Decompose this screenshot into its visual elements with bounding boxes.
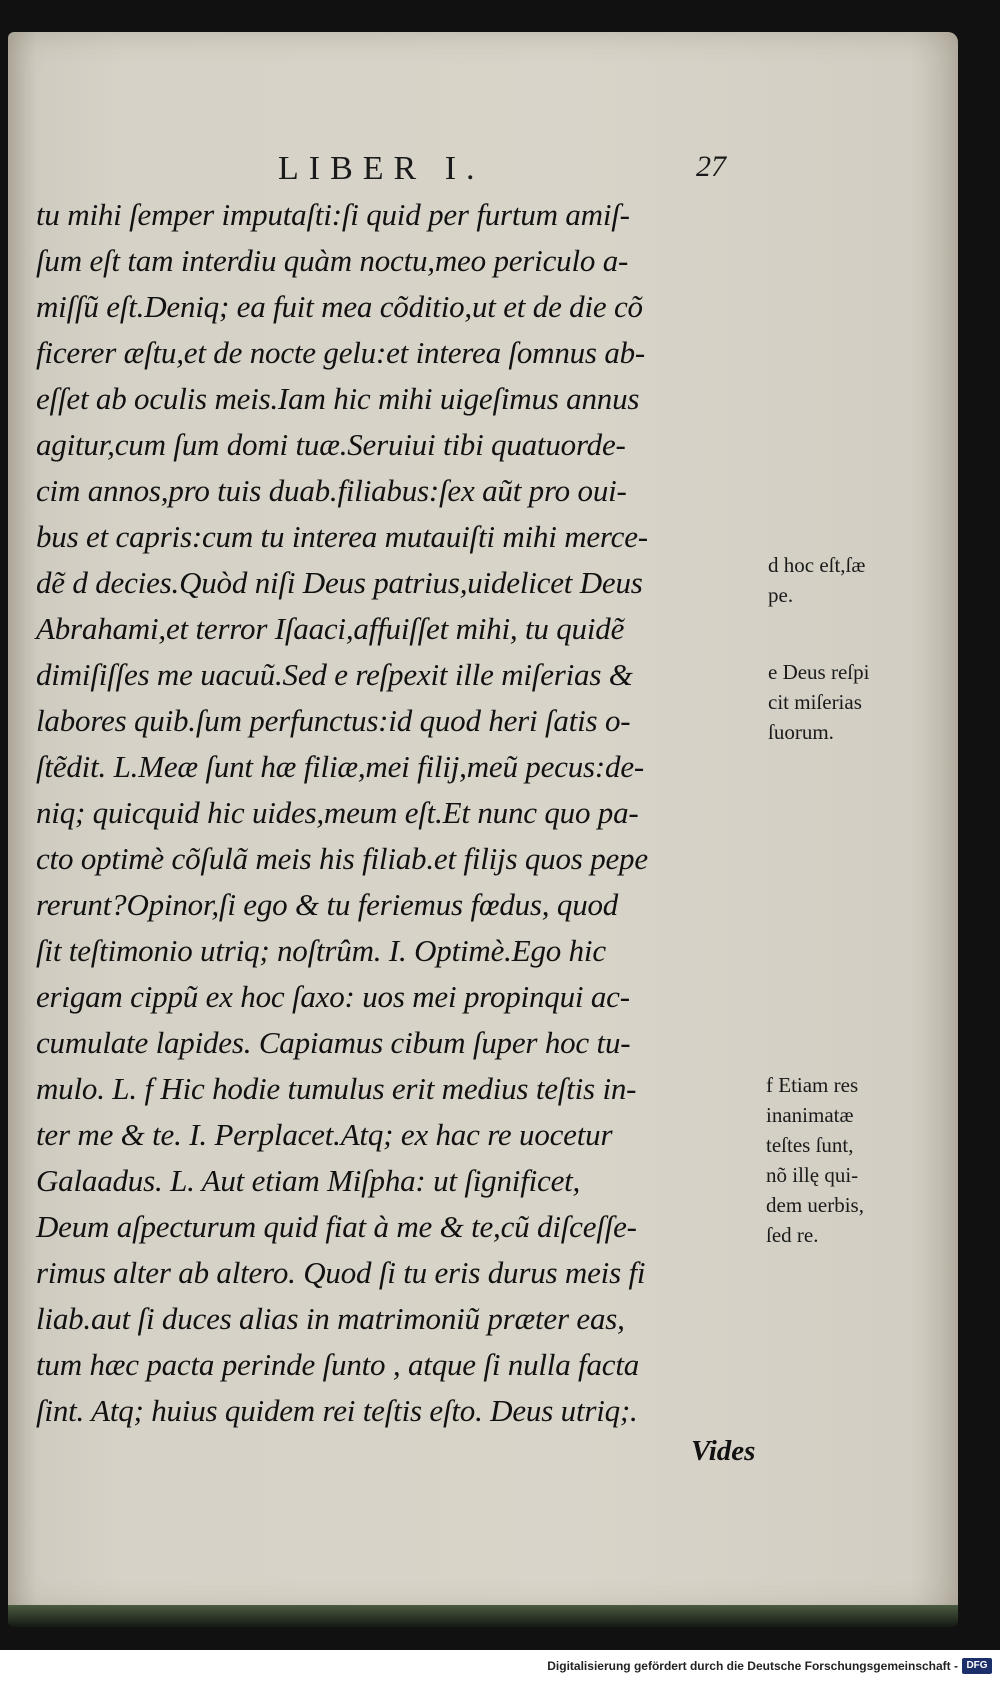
- text-line: ſum eſt tam interdiu quàm noctu,meo periculo a-: [36, 243, 629, 278]
- text-line: tu mihi ſemper imputaſti:ſi quid per furtum amiſ-: [36, 197, 630, 232]
- text-line: eſſet ab oculis meis.Iam hic mihi uigeſimus annus: [36, 381, 640, 416]
- page-number: 27: [696, 150, 726, 183]
- catchword: Vides: [691, 1435, 756, 1467]
- margin-note-line: inanimatæ: [766, 1103, 854, 1127]
- margin-note-line: e Deus reſpi: [768, 660, 870, 684]
- text-line: Abrahami,et terror Iſaaci,affuiſſet mihi, tu quidẽ: [36, 611, 625, 646]
- margin-note-line: dem uerbis,: [766, 1193, 864, 1217]
- text-line: rerunt?Opinor,ſi ego & tu feriemus fœdus, quod: [36, 887, 619, 922]
- margin-note-line: d hoc eſt,ſæ: [768, 553, 866, 577]
- margin-note-line: nõ illę qui-: [766, 1163, 859, 1187]
- text-line: Deum aſpecturum quid fiat à me & te,cũ diſceſſe-: [36, 1209, 637, 1244]
- margin-note-line: f Etiam res: [766, 1073, 859, 1097]
- text-line: cim annos,pro tuis duab.filiabus:ſex aũt pro oui-: [36, 473, 627, 508]
- text-line: tum hæc pacta perinde ſunto , atque ſi nulla facta: [36, 1347, 640, 1382]
- footer-bar: [0, 1650, 1000, 1684]
- margin-note-d: [768, 550, 865, 610]
- text-line: erigam cippũ ex hoc ſaxo: uos mei propinqui ac-: [36, 979, 630, 1014]
- text-line: Galaadus. L. Aut etiam Miſpha: ut ſignificet,: [36, 1163, 581, 1198]
- text-line: mulo. L. f Hic hodie tumulus erit medius teſtis in-: [36, 1071, 637, 1106]
- main-text: [36, 192, 766, 1434]
- text-line: ter me & te. I. Perplacet.Atq; ex hac re uocetur: [36, 1117, 613, 1152]
- margin-note-line: ſuorum.: [768, 720, 834, 744]
- text-line: agitur,cum ſum domi tuæ.Seruiui tibi quatuorde-: [36, 427, 626, 462]
- text-line: ſtẽdit. L.Meæ ſunt hæ filiæ,mei filij,meũ pecus:de-: [36, 749, 644, 784]
- text-line: labores quib.ſum perfunctus:id quod heri ſatis o-: [36, 703, 631, 738]
- text-line: cto optimè cõſulã meis his filiab.et filijs quos pepe: [36, 841, 648, 876]
- text-line: niq; quicquid hic uides,meum eſt.Et nunc quo pa-: [36, 795, 639, 830]
- margin-note-f: [766, 1070, 864, 1250]
- margin-note-line: cit miſerias: [768, 690, 862, 714]
- text-line: dimiſiſſes me uacuũ.Sed e reſpexit ille miſerias &: [36, 657, 633, 692]
- text-line: liab.aut ſi duces alias in matrimoniũ præter eas,: [36, 1301, 625, 1336]
- funding-credit: Digitalisierung gefördert durch die Deutsche Forschungsgemeinschaft -: [547, 1659, 958, 1673]
- running-head: LIBER I.: [278, 150, 485, 187]
- text-line: cumulate lapides. Capiamus cibum ſuper hoc tu-: [36, 1025, 631, 1060]
- margin-note-line: teſtes ſunt,: [766, 1133, 854, 1157]
- text-line: bus et capris:cum tu interea mutauiſti mihi merce-: [36, 519, 648, 554]
- text-line: ſint. Atq; huius quidem rei teſtis eſto. Deus utriq;.: [36, 1393, 638, 1428]
- text-line: rimus alter ab altero. Quod ſi tu eris durus meis fi: [36, 1255, 646, 1290]
- dfg-logo-icon: DFG: [962, 1658, 992, 1674]
- text-line: dẽ d decies.Quòd niſi Deus patrius,uidelicet Deus: [36, 565, 643, 600]
- book-page: [8, 32, 958, 1612]
- text-line: miſſũ eſt.Deniq; ea fuit mea cõditio,ut et de die cõ: [36, 289, 643, 324]
- text-line: ſit teſtimonio utriq; noſtrûm. I. Optimè.Ego hic: [36, 933, 606, 968]
- margin-note-line: pe.: [768, 583, 794, 607]
- page-header: [8, 150, 958, 190]
- margin-note-e: [768, 657, 869, 747]
- book-bottom-edge: [8, 1605, 958, 1627]
- text-line: ficerer æſtu,et de nocte gelu:et interea ſomnus ab-: [36, 335, 646, 370]
- margin-note-line: ſed re.: [766, 1223, 819, 1247]
